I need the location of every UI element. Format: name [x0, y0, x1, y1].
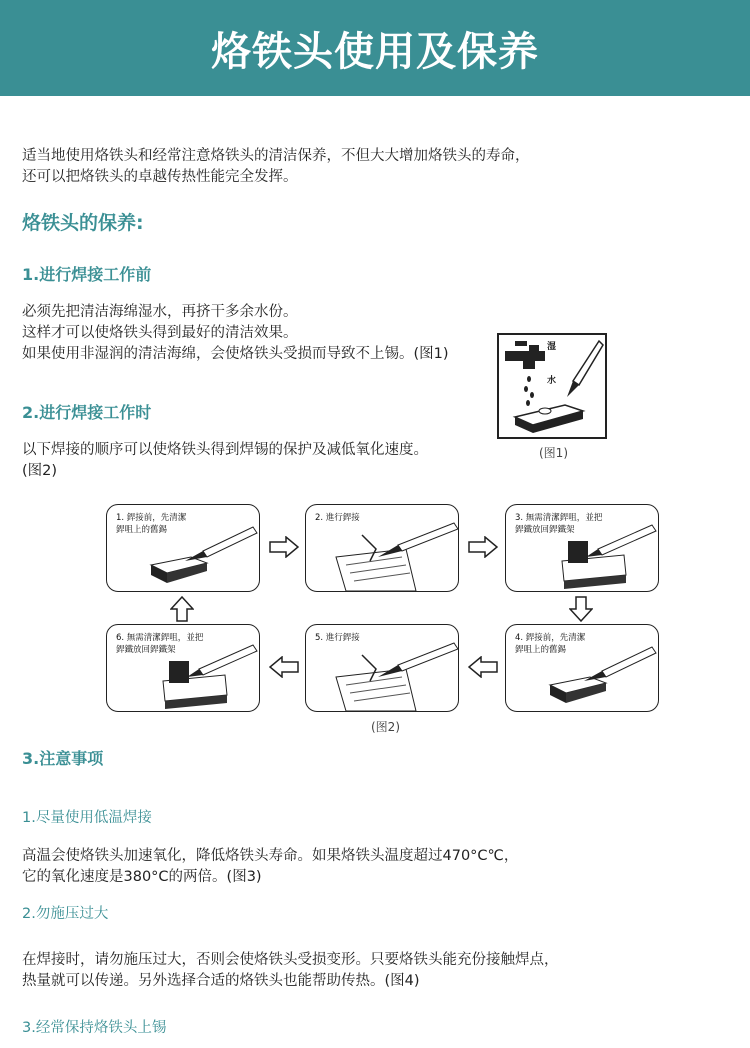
figure-1-label-wet: 湿	[547, 342, 557, 352]
note-3-title: 3.经常保持烙铁头上锡	[22, 1020, 167, 1036]
section-2-line-2: (图2)	[22, 463, 58, 479]
step-1-label-line-1: 1. 銲接前，先清潔	[116, 513, 187, 523]
note-1-line-1: 高温会使烙铁头加速氧化，降低烙铁头寿命。如果烙铁头温度超过470°C℃，	[22, 848, 519, 864]
intro-line-2: 还可以把烙铁头的卓越传热性能完全发挥。	[22, 169, 298, 185]
faucet-icon	[505, 341, 545, 369]
note-2-title: 2.勿施压过大	[22, 906, 109, 922]
step-2-label-line-1: 2. 進行銲接	[315, 513, 360, 523]
section-1-line-1: 必须先把清洁海绵湿水，再挤干多余水份。	[22, 304, 298, 320]
figure-2-caption: (图2)	[371, 720, 400, 734]
step-5-label-line-1: 5. 進行銲接	[315, 633, 360, 643]
step-3-label-line-1: 3. 無需清潔銲咀，並把	[515, 513, 603, 523]
section-2-title: 2.进行焊接工作时	[22, 403, 152, 422]
arrow-up-icon	[170, 596, 194, 622]
figure-2-step-1	[106, 504, 260, 592]
figure-2-step-6	[106, 624, 260, 712]
section-1-title: 1.进行焊接工作前	[22, 265, 152, 284]
sponge-icon	[515, 405, 583, 433]
maintenance-heading: 烙铁头的保养:	[22, 212, 144, 234]
intro-line-1: 适当地使用烙铁头和经常注意烙铁头的清洁保养，不但大大增加烙铁头的寿命，	[22, 148, 530, 164]
figure-1-label-water: 水	[547, 376, 557, 386]
section-1-line-3: 如果使用非湿润的清洁海绵，会使烙铁头受损而导致不上锡。(图1)	[22, 346, 449, 362]
figure-2-step-5	[305, 624, 459, 712]
arrow-left-icon	[269, 656, 299, 678]
page-title: 烙铁头使用及保养	[211, 28, 539, 75]
section-3-title: 3.注意事项	[22, 749, 104, 768]
figure-2-step-3	[505, 504, 659, 592]
header-banner	[0, 0, 750, 96]
step-3-label-line-2: 銲鐵放回銲鐵架	[515, 525, 575, 535]
arrow-down-icon	[569, 596, 593, 622]
section-2-line-1: 以下焊接的顺序可以使烙铁头得到焊锡的保护及减低氧化速度。	[22, 442, 428, 458]
figure-2-step-2	[305, 504, 459, 592]
note-1-title: 1.尽量使用低温焊接	[22, 810, 152, 826]
figure-1-caption: (图1)	[539, 446, 568, 460]
step-4-label-line-1: 4. 銲接前，先清潔	[515, 633, 586, 643]
soldering-iron-icon	[567, 341, 603, 397]
section-1-line-2: 这样才可以使烙铁头得到最好的清洁效果。	[22, 325, 298, 341]
step-6-label-line-2: 銲鐵放回銲鐵架	[116, 645, 176, 655]
note-1-line-2: 它的氧化速度是380°C的两倍。(图3)	[22, 869, 262, 885]
figure-2-step-4	[505, 624, 659, 712]
note-2-line-1: 在焊接时，请勿施压过大，否则会使烙铁头受损变形。只要烙铁头能充份接触焊点，	[22, 952, 559, 968]
step-6-label-line-1: 6. 無需清潔銲咀，並把	[116, 633, 204, 643]
arrow-right-icon	[269, 536, 299, 558]
arrow-right-icon	[468, 536, 498, 558]
step-1-label-line-2: 銲咀上的舊錫	[116, 525, 168, 535]
note-2-line-2: 热量就可以传递。另外选择合适的烙铁头也能帮助传热。(图4)	[22, 973, 420, 989]
step-4-label-line-2: 銲咀上的舊錫	[515, 645, 567, 655]
arrow-left-icon	[468, 656, 498, 678]
figure-1	[497, 333, 607, 439]
